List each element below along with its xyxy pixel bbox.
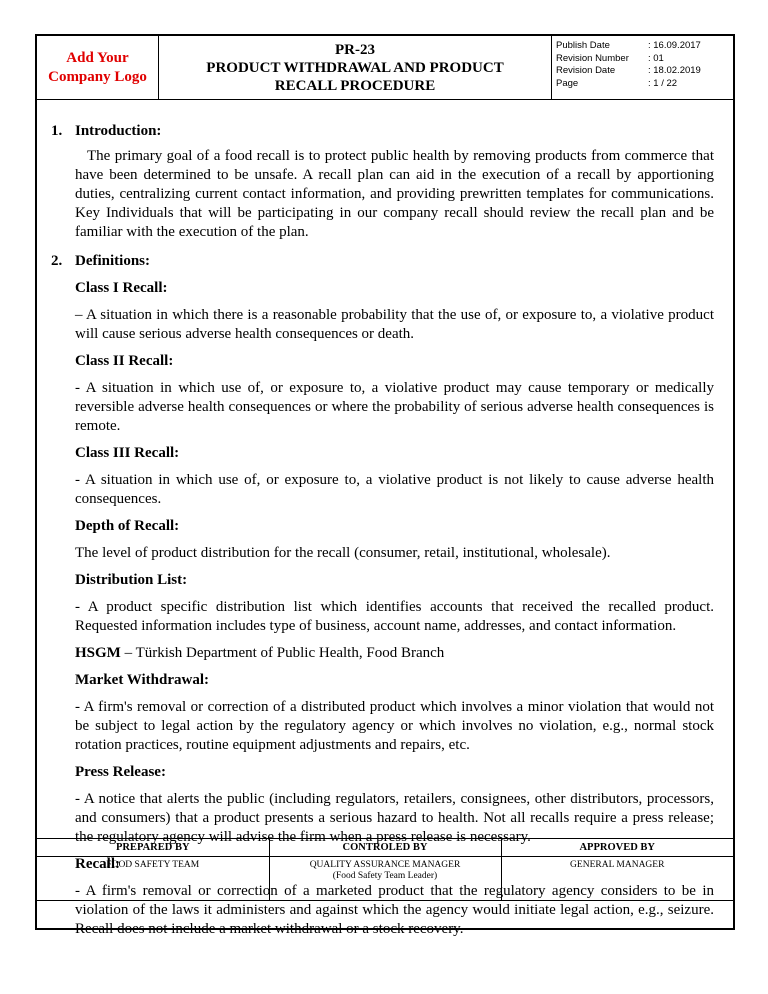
definition-text-recall: - A firm's removal or correction of a marketed product that the regulatory agency considers to be in violation of the laws it administers and against which the agency would initiate legal action, e.g., seizure. Recall does not include a market withdrawal or a stock recovery. — [75, 883, 714, 937]
definition-term-hsgm: HSGM — [75, 645, 121, 661]
section-heading-introduction: 1. Introduction: — [51, 123, 162, 139]
definition-term-market-withdrawal: Market Withdrawal: — [75, 672, 210, 688]
definition-term-recall: Recall: — [75, 856, 120, 872]
title-line-2: RECALL PROCEDURE — [274, 77, 436, 94]
definition-text-press-release: - A notice that alerts the public (including regulators, retailers, consignees, other distributors, processors, and consumers) that a product presents a serious hazard to health. Not all recalls require a press release; the regulatory agency will advise the firm when a press release is necessary. — [75, 791, 714, 845]
definition-text-market-withdrawal: - A firm's removal or correction of a distributed product which involves a minor violation that would not be subject to legal action by the regulatory agency or which involves no violation, e.g., normal stock rotation practices, routine equipment adjustments and repairs, etc. — [75, 699, 714, 753]
definition-text-class-2: - A situation in which use of, or exposure to, a violative product may cause temporary or medically reversible adverse health consequences or where the probability of serious adverse health consequences is remote. — [75, 380, 714, 434]
document-header — [37, 36, 733, 100]
meta-revision-number: Revision Number : 01 — [556, 52, 664, 64]
header-approved-by: APPROVED BY — [501, 839, 733, 857]
definition-term-class-1: Class I Recall: — [75, 280, 168, 296]
controlled-by-role: QUALITY ASSURANCE MANAGER — [309, 860, 461, 870]
controlled-by-subrole: (Food Safety Team Leader) — [332, 871, 438, 881]
definition-text-depth: The level of product distribution for the recall (consumer, retail, institutional, wholesale). — [75, 545, 611, 561]
company-logo-placeholder — [37, 36, 159, 99]
section-heading-definitions: 2. Definitions: — [51, 253, 150, 269]
controlled-by-value — [269, 857, 501, 901]
definition-text-hsgm: – Türkish Department of Public Health, Food Branch — [120, 645, 445, 661]
definition-text-class-1: – A situation in which there is a reasonable probability that the use of, or exposure to, a violative product will cause serious adverse health consequences or death. — [75, 307, 714, 342]
approved-by-value: GENERAL MANAGER — [501, 857, 733, 901]
meta-publish-date: Publish Date : 16.09.2017 — [556, 40, 701, 51]
meta-page: Page : 1 / 22 — [556, 77, 678, 89]
document-meta — [552, 36, 733, 99]
definition-hsgm — [75, 644, 714, 663]
prepared-by-value: FOOD SAFETY TEAM — [37, 857, 269, 901]
definition-term-class-3: Class III Recall: — [75, 445, 180, 461]
document-body — [37, 99, 733, 939]
header-controlled-by: CONTROLED BY — [269, 839, 501, 857]
document-title — [159, 36, 552, 99]
document-code: PR-23 — [335, 41, 375, 58]
logo-line-2: Company Logo — [48, 68, 147, 85]
title-line-1: PRODUCT WITHDRAWAL AND PRODUCT — [206, 59, 504, 76]
meta-revision-date: Revision Date : 18.02.2019 — [556, 65, 701, 76]
logo-line-1: Add Your — [66, 49, 129, 66]
definition-text-distribution: - A product specific distribution list which identifies accounts that received the recalled product. Requested information includes type of business, account name, addresses, and contact information. — [75, 599, 714, 634]
header-prepared-by: PREPARED BY — [37, 839, 269, 857]
definition-term-class-2: Class II Recall: — [75, 353, 174, 369]
signature-table — [37, 838, 733, 929]
definition-term-press-release: Press Release: — [75, 764, 166, 780]
introduction-text: The primary goal of a food recall is to protect public health by removing products from commerce that have been determined to be unsafe. A recall plan can aid in the execution of a recall by apportioning duties, centralizing current contact information, and providing prewritten templates for communications. Key Individuals that will be participating in our company recall should review the recall plan and be familiar with the execution of the plan. — [75, 148, 714, 240]
definition-text-class-3: - A situation in which use of, or exposure to, a violative product is not likely to cause adverse health consequences. — [75, 472, 714, 507]
document-frame — [35, 34, 735, 937]
definition-term-distribution: Distribution List: — [75, 572, 188, 588]
definition-term-depth: Depth of Recall: — [75, 518, 180, 534]
